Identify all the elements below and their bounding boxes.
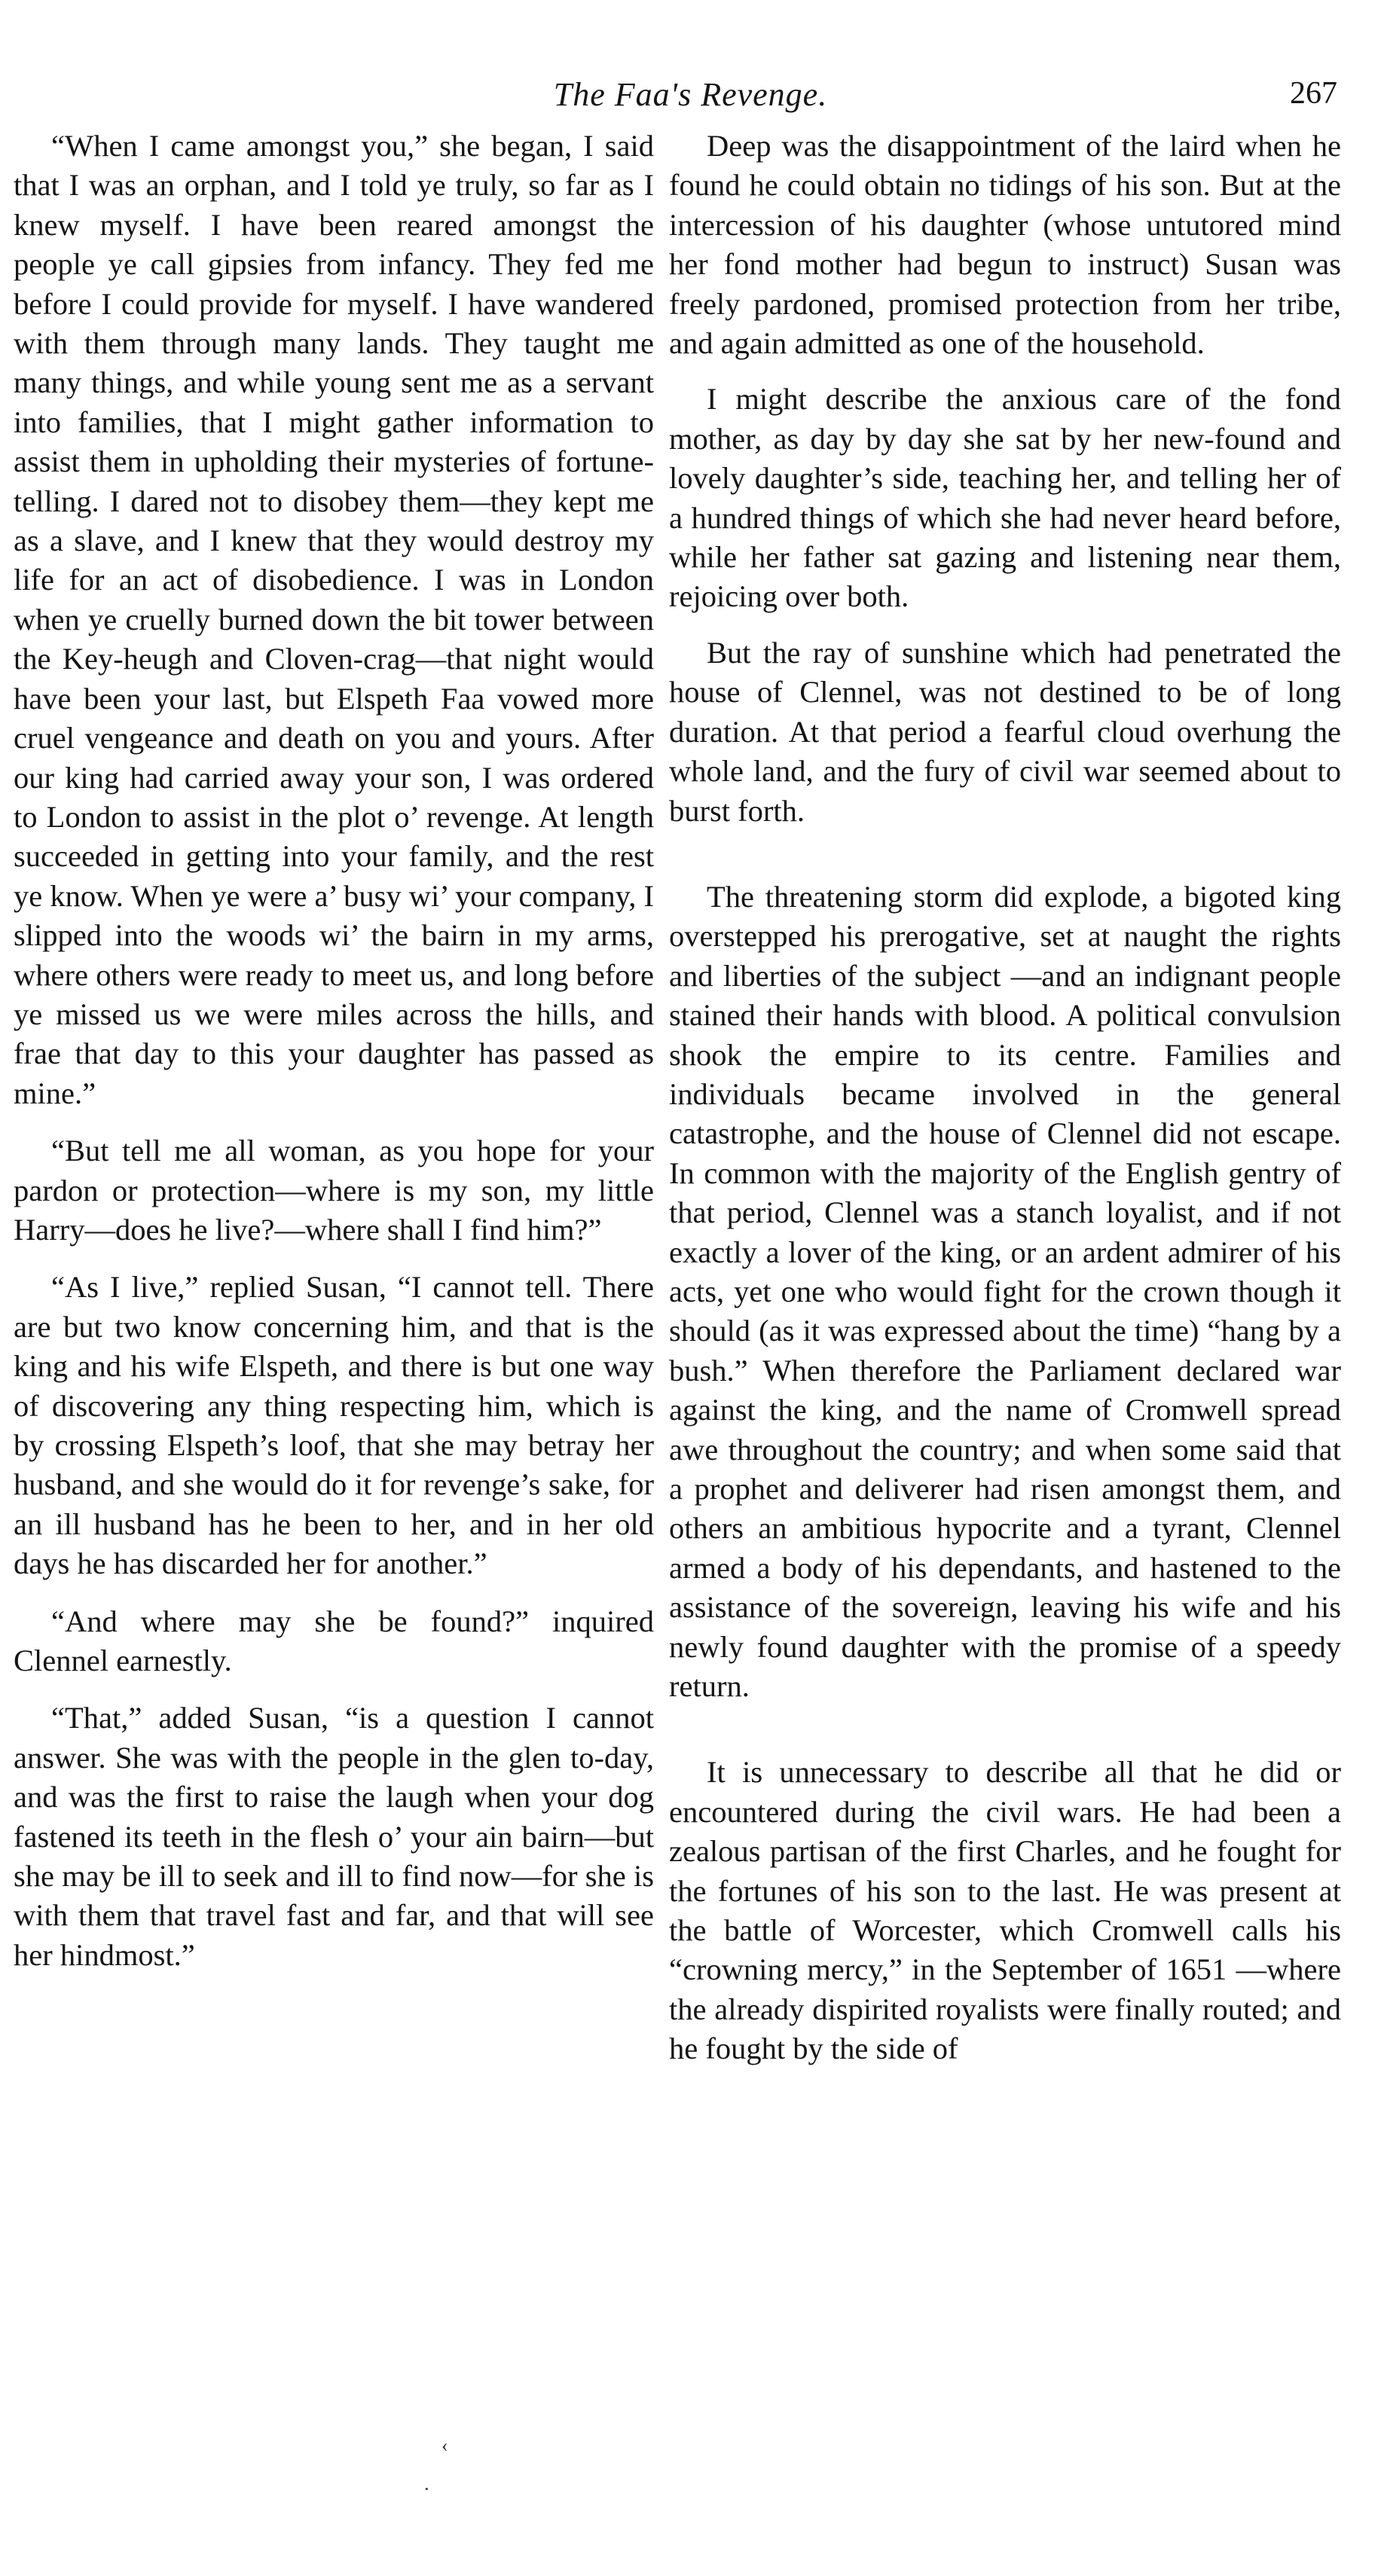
running-title: The Faa's Revenge. [553,76,828,113]
paragraph: “And where may she be found?” inquired Clennel earnestly. [14,1604,654,1678]
paragraph: It is unnecessary to describe all that he did or encountered during the civil wars. He had been a zealous partisan of the first Charles, and he fought for the fortunes of his son to the last. He was present at the battle of Worcester, which Cromwell calls his “crowning mercy,” in the September of 1651 —where the already dispirited royalists were finally routed; and he fought by the side of [669,1755,1341,2066]
paragraph: Deep was the disappointment of the laird when he found he could obtain no tidings of his son. But at the intercession of his daughter (whose untutored mind her fond mother had begun to instruct) Susan was freely pardoned, promised protection from her tribe, and again admitted as one of the household. [669,129,1341,361]
page-header [0,69,1381,122]
ink-speck-mark: ‹ [441,2434,448,2456]
paragraph: “But tell me all woman, as you hope for your pardon or protection—where is my son, my little Harry—does he live?—where shall I find him?” [14,1134,654,1247]
paragraph: The threatening storm did explode, a bigoted king overstepped his prerogative, set at naught the rights and liberties of the subject —and an indignant people stained their hands with blood. A political convulsion shook the empire to its centre. Families and individuals became involved in the general catastrophe, and the house of Clennel did not escape. In common with the majority of the English gentry of that period, Clennel was a stanch loyalist, and if not exactly a lover of the king, or an ardent admirer of his acts, yet one who would fight for the crown though it should (as it was expressed about the time) “hang by a bush.” When therefore the Parliament declared war against the king, and the name of Cromwell spread awe throughout the country; and when some said that a prophet and deliverer had risen amongst them, and others an ambitious hypocrite and a tyrant, Clennel armed a body of his dependants, and hastened to the assistance of the sovereign, leaving his wife and his newly found daughter with the promise of a speedy return. [669,879,1341,1704]
ink-speck-mark: · [423,2478,430,2500]
page-number: 267 [1290,76,1337,111]
right-column [669,127,1341,2086]
paragraph: “When I came amongst you,” she began, I said that I was an orphan, and I told ye truly, so far as I knew myself. I have been reared amongst the people ye call gipsies from infancy. They fed me before I could provide for myself. I have wandered with them through many lands. They taught me many things, and while young sent me as a servant into families, that I might gather information to assist them in upholding their mysteries of fortune-telling. I dared not to disobey them—they kept me as a slave, and I knew that they would destroy my life for an act of disobedience. I was in London when ye cruelly burned down the bit tower between the Key-heugh and Cloven-crag—that night would have been your last, but Elspeth Faa vowed more cruel vengeance and death on you and yours. After our king had carried away your son, I was ordered to London to assist in the plot o’ revenge. At length succeeded in getting into your family, and the rest ye know. When ye were a’ busy wi’ your company, I slipped into the woods wi’ the bairn in my arms, where others were ready to meet us, and long before ye missed us we were miles across the hills, and frae that day to this your daughter has passed as mine.” [14,129,654,1110]
paragraph: But the ray of sunshine which had penetrated the house of Clennel, was not destined to be of long duration. At that period a fearful cloud overhung the whole land, and the fury of civil war seemed about to burst forth. [669,635,1341,828]
left-column [14,127,654,1992]
paragraph: I might describe the anxious care of the fond mother, as day by day she sat by her new-found and lovely daughter’s side, teaching her, and telling her of a hundred things of which she had never heard before, while her father sat gazing and listening near them, rejoicing over both. [669,382,1341,614]
paragraph: “That,” added Susan, “is a question I cannot answer. She was with the people in the glen to-day, and was the first to raise the laugh when your dog fastened its teeth in the flesh o’ your ain bairn—but she may be ill to seek and ill to find now—for she is with them that travel fast and far, and that will see her hindmost.” [14,1701,654,1972]
paragraph: “As I live,” replied Susan, “I cannot tell. There are but two know concerning him, and that is the king and his wife Elspeth, and there is but one way of discovering any thing respecting him, which is by crossing Elspeth’s loof, that she may betray her husband, and she would do it for revenge’s sake, for an ill husband has he been to her, and in her old days he has discarded her for another.” [14,1270,654,1581]
